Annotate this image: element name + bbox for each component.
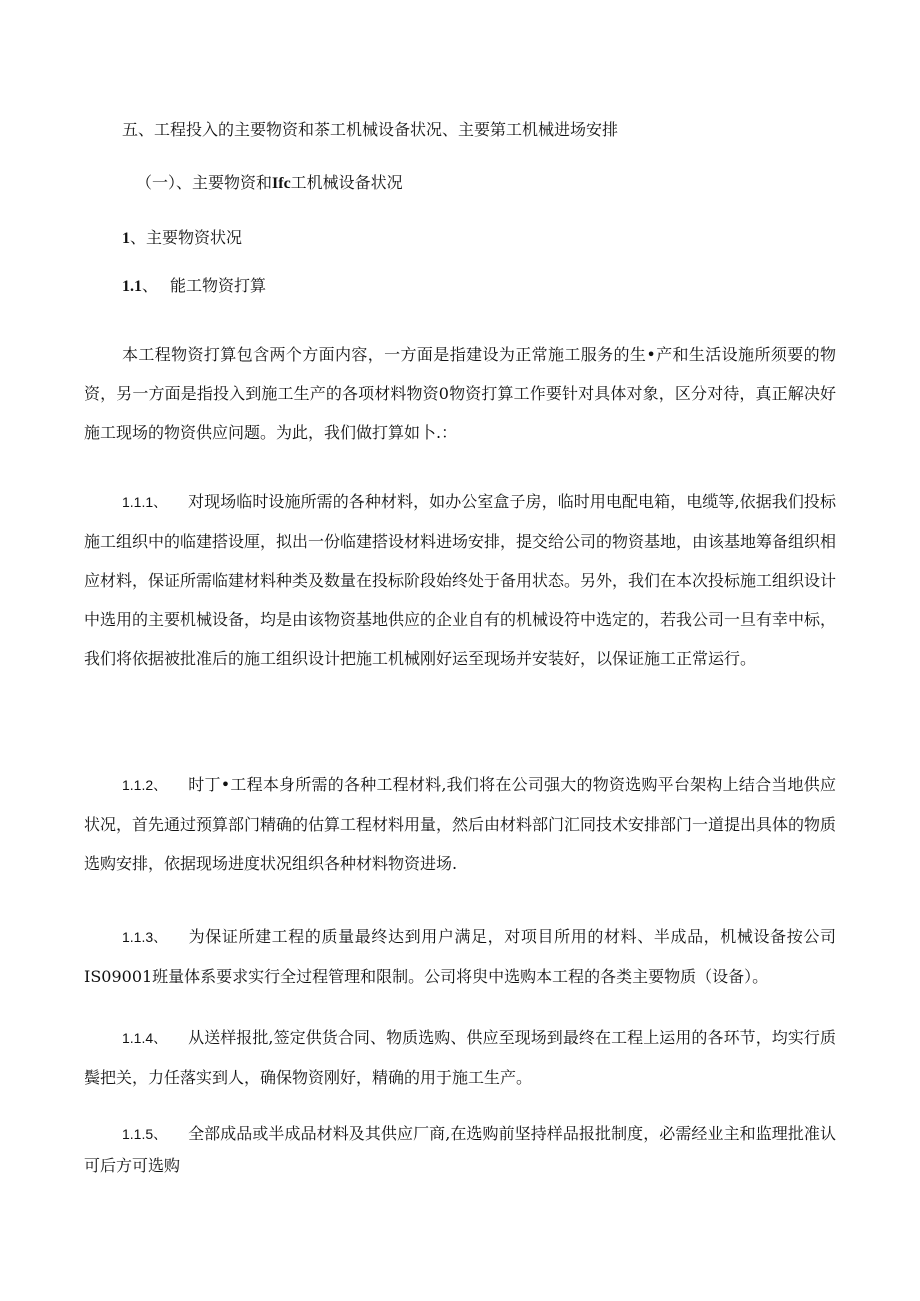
subsection-bold: Ifc [272, 175, 291, 192]
subsection-title [136, 173, 403, 194]
section-title: 五、工程投入的主要物资和茶工机械设备状况、主要第工机械进场安排 [122, 120, 619, 139]
heading-1-text: 、主要物资状况 [130, 228, 243, 247]
item-number: 1.1.3、 [122, 929, 168, 945]
heading-1-1-text: 能工物资打算 [170, 276, 267, 295]
item-number: 1.1.4、 [122, 1030, 168, 1046]
item-paragraph [84, 917, 836, 996]
heading-1-number: 1 [122, 230, 130, 247]
item-text: 从送样报批,签定供货合同、物质选购、供应至现场到最终在工程上运用的各环节，均实行质鬓把关，力任落实到人，确保物资刚好，精确的用于施工生产。 [84, 1028, 836, 1087]
intro-paragraph: 本工程物资打算包含两个方面内容，一方面是指建设为正常施工服务的生•产和生活设施所须要的物资，另一方面是指投入到施工生产的各项材料物资0物资打算工作要针对具体对象，区分对待，真正解决好施工现场的物资供应问题。为此，我们做打算如卜.： [84, 345, 836, 442]
heading-1-1-number: 1.1 [122, 278, 142, 295]
item-number: 1.1.1、 [122, 494, 168, 510]
item-paragraph [84, 1018, 836, 1097]
item-paragraph [84, 1118, 836, 1181]
heading-1-1 [122, 276, 266, 297]
item-text: 对现场临时设施所需的各种材料，如办公室盒子房，临时用电配电箱，电缆等,依据我们投标施工组织中的临建搭设厘，拟出一份临建搭设材料进场安排，提交给公司的物资基地，由该基地筹备组织相应材料，保证所需临建材料种类及数量在投标阶段始终处于备用状态。另外，我们在本次投标施工组织设计中选用的主要机械设备，均是由该物资基地供应的企业自有的机械设符中选定的，若我公司一旦有幸中标，我们将依据被批准后的施工组织设计把施工机械刚好运至现场并安装好，以保证施工正常运行。 [84, 492, 837, 668]
item-text: 全部成品或半成品材料及其供应厂商,在选购前坚持样品报批制度，必需经业主和监理批准认可后方可选购 [84, 1124, 836, 1175]
heading-1 [122, 228, 242, 249]
item-text: 时丁•工程本身所需的各种工程材料,我们将在公司强大的物资选购平台架构上结合当地供应状况，首先通过预算部门精确的估算工程材料用量，然后由材料部门汇同技术安排部门一道提出具体的物质选购安排，依据现场进度状况组织各种材料物资进场. [84, 775, 837, 873]
subsection-suffix: 工机械设备状况 [290, 173, 403, 192]
item-paragraph [84, 765, 836, 883]
heading-1-1-sep: 、 [142, 276, 159, 295]
subsection-prefix: （一）、主要物资和 [136, 173, 273, 192]
item-number: 1.1.2、 [122, 777, 168, 793]
item-number: 1.1.5、 [122, 1126, 168, 1142]
item-text: 为保证所建工程的质量最终达到用户满足，对项目所用的材料、半成品，机械设备按公司IS09001班量体系要求实行全过程管理和限制。公司将臾中选购本工程的各类主要物质（设备）。 [84, 927, 836, 986]
item-paragraph [84, 482, 836, 678]
